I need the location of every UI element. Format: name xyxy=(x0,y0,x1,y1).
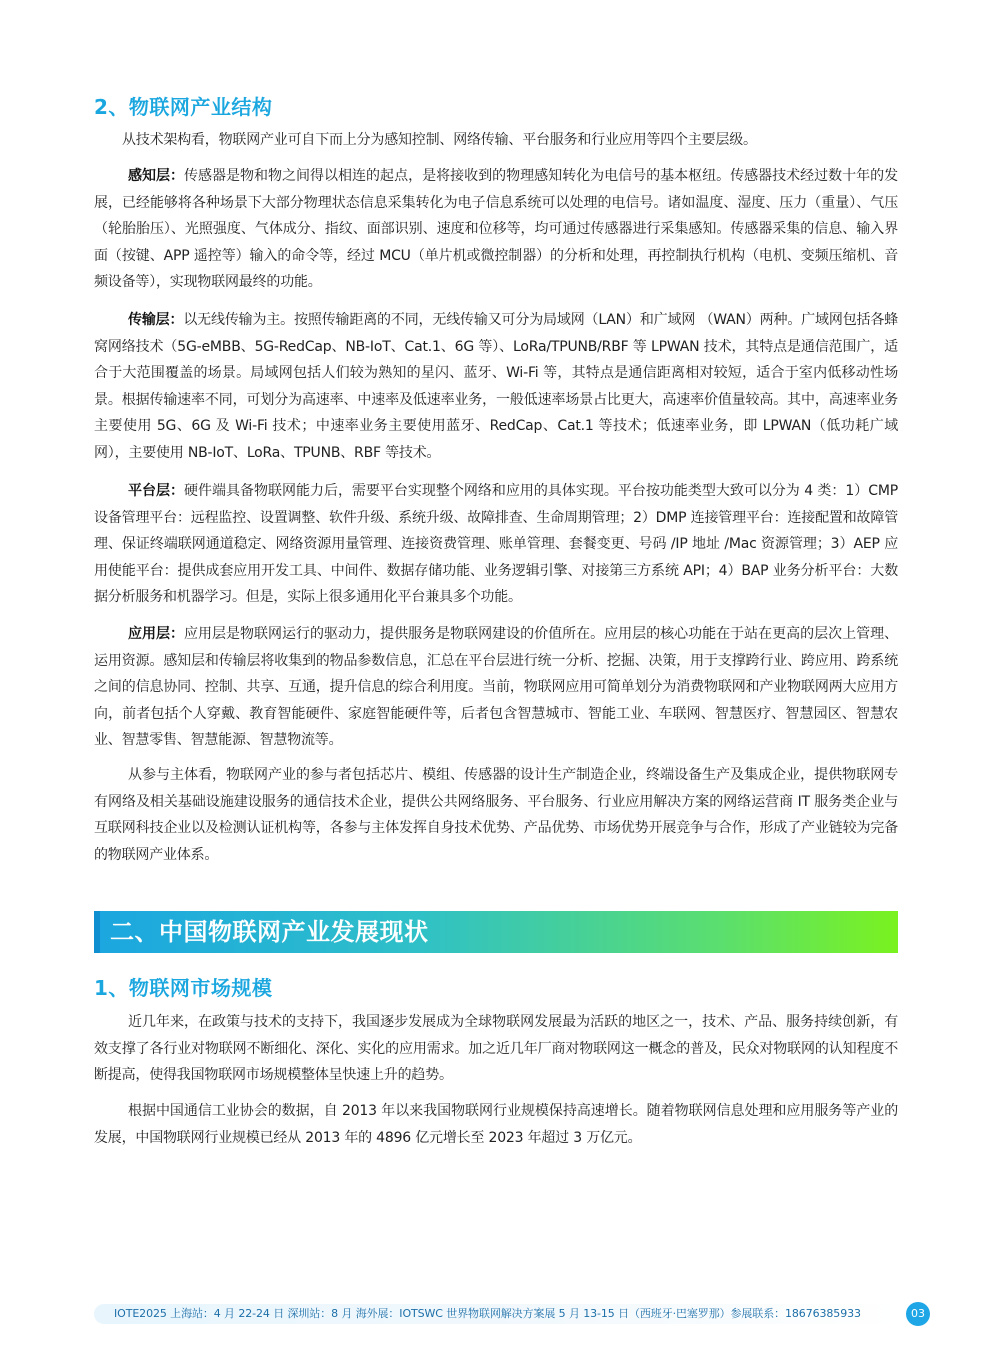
application-layer-text: 应用层是物联网运行的驱动力，提供服务是物联网建设的价值所在。应用层的核心功能在于站在更高的层次上管理、运用资源。感知层和传输层将收集到的物品参数信息，汇总在平台层进行统一分析、挖掘、决策，用于支撑跨行业、跨应用、跨系统之间的信息协同、控制、共享、互通，提升信息的综合利用度。当前，物联网应用可简单划分为消费物联网和产业物联网两大应用方向，前者包括个人穿戴、教育智能硬件、家庭智能硬件等，后者包含智慧城市、智能工业、车联网、智慧医疗、智慧园区、智慧农业、智慧零售、智慧能源、智慧物流等。 xyxy=(94,626,898,749)
chapter-title-band xyxy=(94,911,898,953)
chapter-title: 二、中国物联网产业发展现状 xyxy=(110,918,429,946)
paragraph-market-overview: 近几年来，在政策与技术的支持下，我国逐步发展成为全球物联网发展最为活跃的地区之一，技术、产品、服务持续创新，有效支撑了各行业对物联网不断细化、深化、实化的应用需求。加之近几年厂商对物联网这一概念的普及，民众对物联网的认知程度不断提高，使得我国物联网市场规模整体呈快速上升的趋势。 xyxy=(94,1014,898,1084)
page-number-badge: 03 xyxy=(906,1302,930,1326)
paragraph-market-data: 根据中国通信工业协会的数据，自 2013 年以来我国物联网行业规模保持高速增长。随着物联网信息处理和应用服务等产业的发展，中国物联网行业规模已经从 2013 年的 4896 亿元增长至 2023 年超过 3 万亿元。 xyxy=(94,1103,898,1146)
footer-bar xyxy=(94,1304,900,1324)
footer-exhibition-info: IOTE2025 上海站：4 月 22-24 日 深圳站：8 月 海外展：IOTSWC 世界物联网解决方案展 5 月 13-15 日（西班牙·巴塞罗那）参展联系：18676385933 xyxy=(114,1307,861,1320)
transmission-layer-text: 以无线传输为主。按照传输距离的不同，无线传输又可分为局域网（LAN）和广域网 （WAN）两种。广域网包括各蜂窝网络技术（5G-eMBB、5G-RedCap、NB-IoT、Cat.1、6G 等）、LoRa/TPUNB/RBF 等 LPWAN 技术，其特点是通信范围广，适合于大范围覆盖的场景。局域网包括人们较为熟知的星闪、蓝牙、Wi-Fi 等，其特点是通信距离相对较短，适合于室内低移动性场景。根据传输速率不同，可划分为高速率、中速率及低速率业务，一般低速率场景占比更大，高速率价值量较高。其中，高速率业务主要使用 5G、6G 及 Wi-Fi 技术；中速率业务主要使用蓝牙、RedCap、Cat.1 等技术；低速率业务，即 LPWAN（低功耗广域网），主要使用 NB-IoT、LoRa、TPUNB、RBF 等技术。 xyxy=(94,312,898,461)
band-accent-edge xyxy=(94,911,100,953)
paragraph-participants: 从参与主体看，物联网产业的参与者包括芯片、模组、传感器的设计生产制造企业，终端设备生产及集成企业，提供物联网专有网络及相关基础设施建设服务的通信技术企业，提供公共网络服务、平台服务、行业应用解决方案的网络运营商 IT 服务类企业与互联网科技企业以及检测认证机构等，各参与主体发挥自身技术优势、产品优势、市场优势开展竞争与合作，形成了产业链较为完备的物联网产业体系。 xyxy=(94,767,898,863)
platform-layer-text: 硬件端具备物联网能力后，需要平台实现整个网络和应用的具体实现。平台按功能类型大致可以分为 4 类：1）CMP 设备管理平台：远程监控、设置调整、软件升级、系统升级、故障排查、生命周期管理；2）DMP 连接管理平台：连接配置和故障管理、保证终端联网通道稳定、网络资源用量管理、连接资费管理、账单管理、套餐变更、号码 /IP 地址 /Mac 资源管理；3）AEP 应用使能平台：提供成套应用开发工具、中间件、数据存储功能、业务逻辑引擎、对接第三方系统 API；4）BAP 业务分析平台：大数据分析服务和机器学习。但是，实际上很多通用化平台兼具多个功能。 xyxy=(94,483,898,606)
perception-layer-text: 传感器是物和物之间得以相连的起点，是将接收到的物理感知转化为电信号的基本枢纽。传感器技术经过数十年的发展，已经能够将各种场景下大部分物理状态信息采集转化为电子信息系统可以处理的电信号。诸如温度、湿度、压力（重量）、气压（轮胎胎压）、光照强度、气体成分、指纹、面部识别、速度和位移等，均可通过传感器进行采集感知。传感器采集的信息、输入界面（按键、APP 遥控等）输入的命令等，经过 MCU（单片机或微控制器）的分析和处理，再控制执行机构（电机、变频压缩机、音频设备等），实现物联网最终的功能。 xyxy=(94,168,898,291)
paragraph-platform-layer xyxy=(94,478,898,611)
transmission-layer-label: 传输层： xyxy=(128,312,184,328)
paragraph-intro: 从技术架构看，物联网产业可自下而上分为感知控制、网络传输、平台服务和行业应用等四个主要层级。 xyxy=(122,132,757,148)
paragraph-transmission-layer xyxy=(94,307,898,467)
section-heading-industry-structure: 2、物联网产业结构 xyxy=(94,95,273,119)
paragraph-application-layer xyxy=(94,621,898,754)
section-heading-market-size: 1、物联网市场规模 xyxy=(94,976,273,1000)
platform-layer-label: 平台层： xyxy=(128,483,184,499)
perception-layer-label: 感知层： xyxy=(128,168,185,184)
paragraph-perception-layer xyxy=(94,163,898,296)
application-layer-label: 应用层： xyxy=(128,626,185,642)
